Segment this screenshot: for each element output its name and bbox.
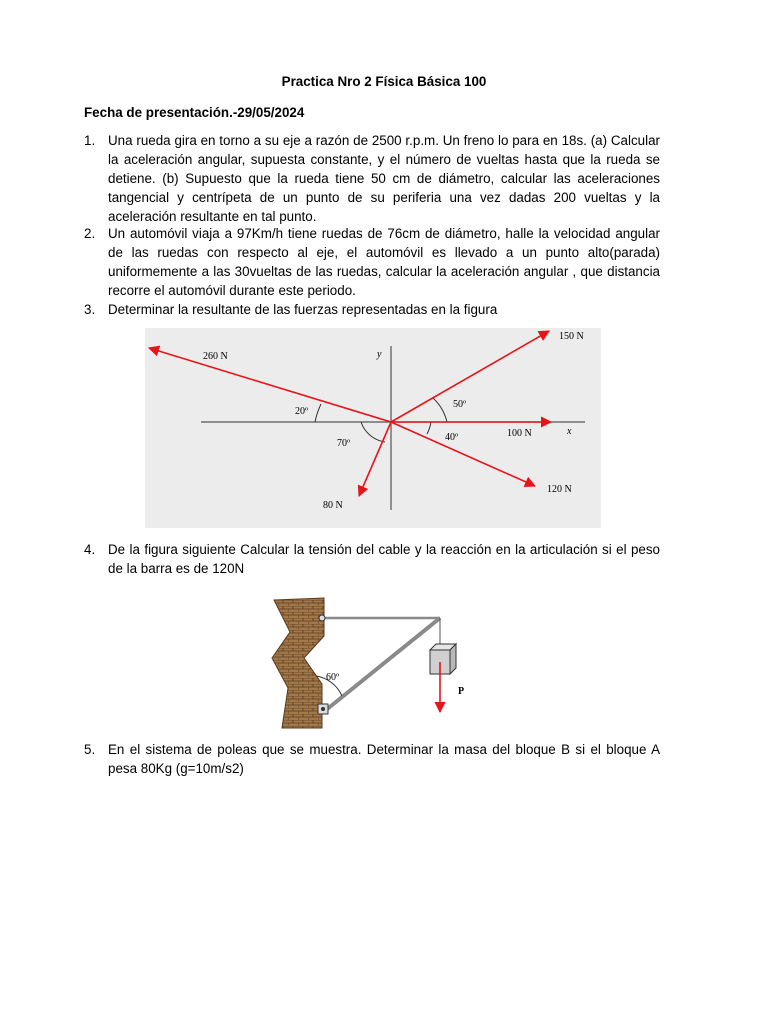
question-text: Una rueda gira en torno a su eje a razón de 2500 r.p.m. Un freno lo para en 18s. (a) Calcular la aceleración angular, supuesta constante, y el número de vueltas hasta que la rueda se detiene. (b) Supuesto que la rueda tiene 50 cm de diámetro, calcular las aceleraciones tangencial y centrípeta de un punto de su periferia una vez dadas 200 vueltas y la aceleración resultante en tal punto.	[108, 133, 660, 224]
block-side	[450, 644, 456, 674]
question-4	[84, 540, 660, 578]
force-120n-label: 120 N	[547, 484, 572, 495]
angle-20-label: 20º	[295, 406, 309, 417]
question-text: De la figura siguiente Calcular la tensión del cable y la reacción en la articulación si el peso de la barra es de 120N	[108, 542, 660, 576]
angle-40-label: 40º	[445, 432, 459, 443]
angle-70-label: 70º	[337, 438, 351, 449]
brick-wall	[272, 598, 324, 728]
question-text: Determinar la resultante de las fuerzas representadas en la figura	[108, 302, 498, 317]
forces-diagram	[145, 328, 601, 528]
cable-anchor	[319, 615, 325, 621]
submission-date: Fecha de presentación.-29/05/2024	[84, 105, 305, 120]
question-number: 3.	[84, 302, 96, 317]
force-100n-label: 100 N	[507, 428, 532, 439]
document-title: Practica Nro 2 Física Básica 100	[281, 74, 487, 89]
x-axis-label: x	[567, 426, 572, 437]
angle-60-label: 60º	[326, 672, 340, 683]
y-axis-label: y	[377, 349, 382, 360]
question-1	[84, 131, 660, 226]
question-number: 2.	[84, 226, 96, 241]
question-5	[84, 740, 660, 778]
hinge-pin	[321, 707, 325, 711]
force-80n-label: 80 N	[323, 500, 343, 511]
force-260n-label: 260 N	[203, 351, 228, 362]
question-number: 5.	[84, 742, 96, 757]
weight-label: P	[458, 686, 465, 697]
question-text: En el sistema de poleas que se muestra. Determinar la masa del bloque B si el bloque A pesa 80Kg (g=10m/s2)	[108, 742, 660, 776]
question-3	[84, 300, 660, 319]
angle-50-label: 50º	[453, 399, 467, 410]
bar-cable-diagram	[268, 588, 480, 730]
question-text: Un automóvil viaja a 97Km/h tiene ruedas de 76cm de diámetro, halle la velocidad angular de las ruedas con respecto al eje, el automóvil es llevado a un punto alto(parada) uniformemente a las 30vueltas de las ruedas, calcular la aceleración angular , que distancia recorre el automóvil durante este periodo.	[108, 226, 660, 298]
bar	[326, 618, 440, 710]
force-150n-label: 150 N	[559, 331, 584, 342]
question-number: 4.	[84, 542, 96, 557]
question-number: 1.	[84, 133, 96, 148]
question-2	[84, 224, 660, 300]
